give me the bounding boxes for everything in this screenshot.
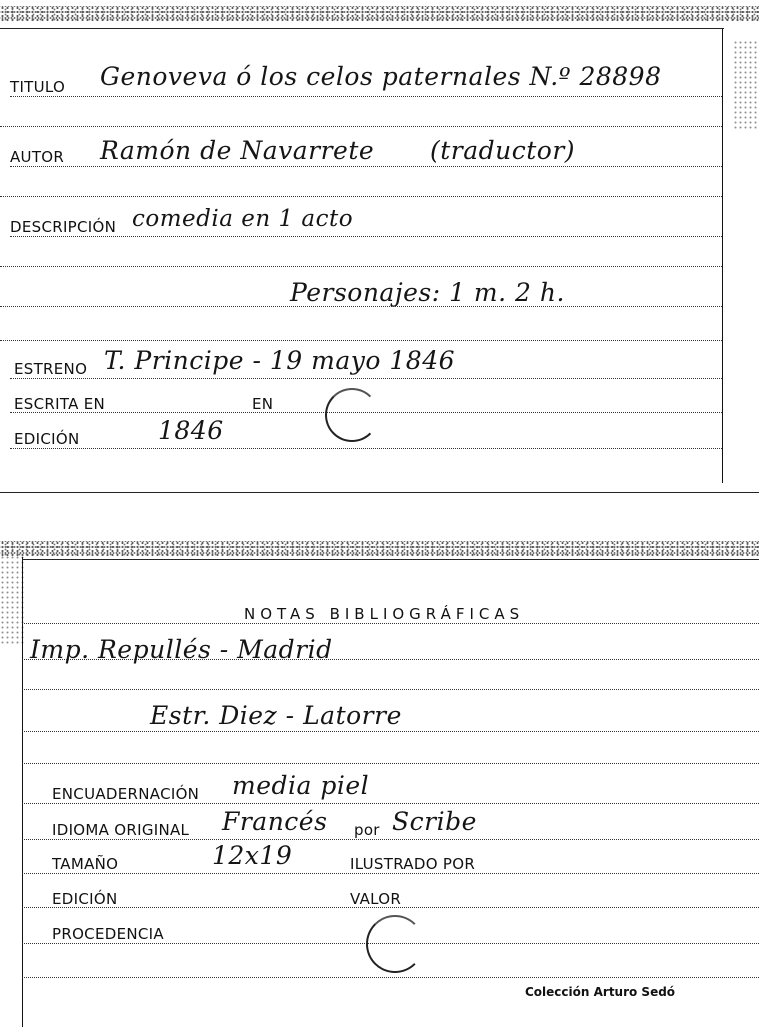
autor-value: Ramón de Navarrete <box>100 136 375 165</box>
catalog-card-back <box>0 535 759 1028</box>
collection-footer: Colección Arturo Sedó <box>525 985 676 999</box>
idioma-original-value: Francés <box>222 807 328 836</box>
por-label: por <box>354 821 380 839</box>
card-top-border <box>0 28 724 29</box>
note-2: Estr. Diez - Latorre <box>150 701 402 730</box>
edicion-label: EDICIÓN <box>14 430 80 448</box>
estreno-value: T. Principe - 19 mayo 1846 <box>104 346 456 375</box>
escrita-en-label: ESCRITA EN <box>14 395 106 413</box>
encuadernacion-value: media piel <box>232 771 370 800</box>
rule-title <box>22 623 759 624</box>
autor-note: (traductor) <box>430 136 576 165</box>
idioma-original-rule <box>22 839 759 840</box>
titulo-label: TITULO <box>10 78 66 96</box>
encuadernacion-label: ENCUADERNACIÓN <box>52 785 200 803</box>
valor-label: VALOR <box>350 890 402 908</box>
card-right-border <box>722 28 723 483</box>
tamano-label: TAMAÑO <box>52 855 119 873</box>
punch-hole-mark <box>325 388 379 442</box>
rule-7 <box>0 306 722 307</box>
rule-8 <box>0 340 722 341</box>
autor-label: AUTOR <box>10 148 65 166</box>
rule-last <box>22 977 759 978</box>
rule-a <box>22 689 759 690</box>
titulo-value: Genoveva ó los celos paternales N.º 28898 <box>100 62 662 91</box>
card-left-border <box>22 557 23 1027</box>
edicion-rule-2 <box>22 907 759 908</box>
descripcion-rule <box>10 236 722 237</box>
scan-edge-top <box>0 541 759 557</box>
rule-2 <box>0 126 722 127</box>
rule-note-2 <box>22 731 759 732</box>
descripcion-extra: Personajes: 1 m. 2 h. <box>290 278 565 307</box>
titulo-rule <box>10 96 722 97</box>
rule-6 <box>0 266 722 267</box>
edicion-value: 1846 <box>158 416 224 445</box>
rule-4 <box>0 196 722 197</box>
descripcion-label: DESCRIPCIÓN <box>10 218 117 236</box>
edicion-label-2: EDICIÓN <box>52 890 118 908</box>
scan-edge-top <box>0 6 759 22</box>
estreno-rule <box>10 378 722 379</box>
estreno-label: ESTRENO <box>14 360 88 378</box>
encuadernacion-rule <box>22 803 759 804</box>
catalog-card-front <box>0 0 759 495</box>
section-title: NOTAS BIBLIOGRÁFICAS <box>244 605 525 623</box>
ilustrado-por-label: ILUSTRADO POR <box>350 855 476 873</box>
por-value: Scribe <box>392 807 477 836</box>
procedencia-label: PROCEDENCIA <box>52 925 164 943</box>
card-bottom-border <box>0 492 759 493</box>
scan-edge-right <box>733 40 759 130</box>
card-top-border <box>22 559 759 560</box>
idioma-original-label: IDIOMA ORIGINAL <box>52 821 190 839</box>
escrita-en-place-label: EN <box>252 395 274 413</box>
autor-rule <box>10 166 722 167</box>
rule-b <box>22 763 759 764</box>
note-1: Imp. Repullés - Madrid <box>30 635 333 664</box>
tamano-value: 12x19 <box>212 841 293 870</box>
punch-hole-mark <box>366 915 424 973</box>
edicion-rule <box>10 448 722 449</box>
rule-note-1 <box>22 659 759 660</box>
tamano-rule <box>22 873 759 874</box>
descripcion-value: comedia en 1 acto <box>132 206 354 232</box>
